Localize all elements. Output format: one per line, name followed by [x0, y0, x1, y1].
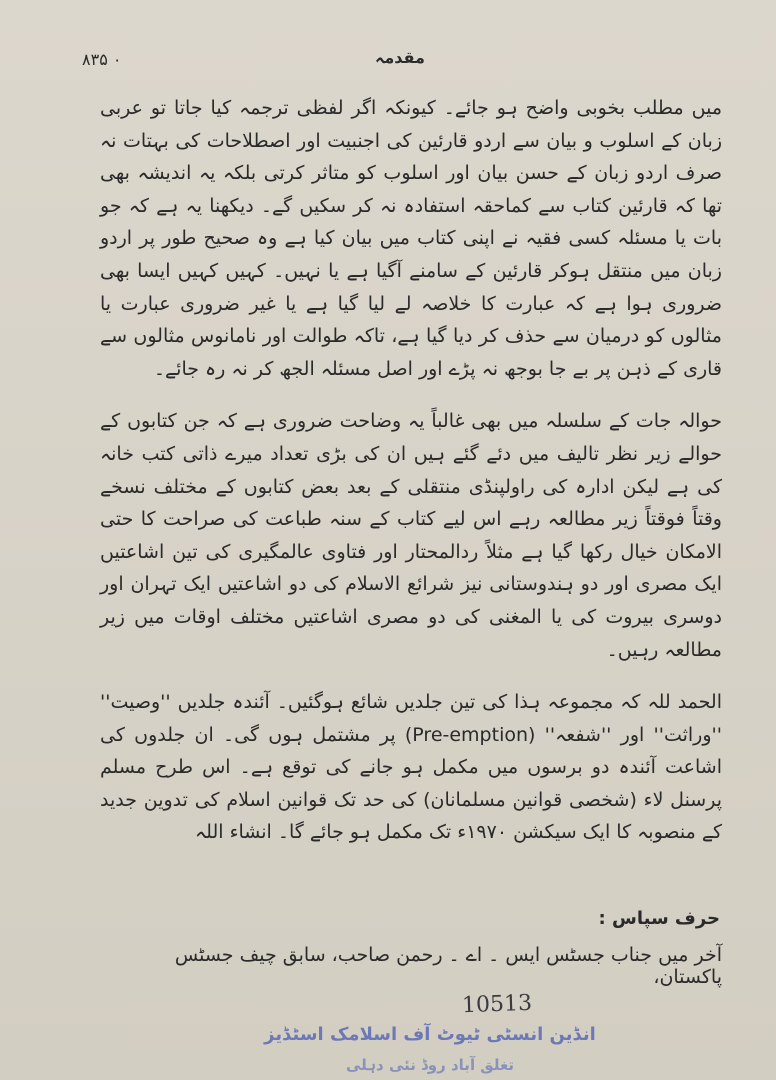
paragraph: حوالہ جات کے سلسلہ میں بھی غالباً یہ وضاحت ضروری ہے کہ جن کتابوں کے حوالے زیر نظر تالیف میں دئے گئے ہیں ان کی بڑی تعداد میرے ذاتی کتب خانہ کی ہے لیکن ادارہ کی راولپنڈی منتقلی کے بعد بعض کتابوں کے مختلف نسخے وقتاً فوقتاً زیر مطالعہ رہے اس لیے کتاب کے سنہ طباعت کی صراحت کا حتی الامکان خیال رکھا گیا ہے مثلاً ردالمحتار اور فتاوی عالمگیری کی تین اشاعتیں ایک مصری اور دو ہندوستانی نیز شرائع الاسلام کی دو اشاعتیں ایک تہران اور دوسری بیروت کی یا المغنی کی دو مصری اشاعتیں مختلف اوقات میں زیر مطالعہ رہیں۔ [100, 410, 722, 661]
paragraph: الحمد للہ کہ مجموعہ ہذا کی تین جلدیں شائع ہوگئیں۔ آئندہ جلدیں ''وصیت'' ''وراثت'' اور ''شفعہ'' (Pre-emption) پر مشتمل ہوں گی۔ ان جلدوں کی اشاعت آئندہ دو برسوں میں مکمل ہو جانے کی توقع ہے۔ اس طرح مسلم پرسنل لاء (شخصی قوانین مسلمانان) کی حد تک قوانین اسلام کی تدوین جدید کے منصوبہ کا ایک سیکشن ۱۹۷۰ء تک مکمل ہو جائے گا۔ انشاء اللہ [100, 691, 722, 844]
library-stamp [240, 1020, 620, 1080]
page-header-title: مقدمہ [375, 48, 425, 67]
paragraph: میں مطلب بخوبی واضح ہو جائے۔ کیونکہ اگر لفظی ترجمہ کیا جاتا تو عربی زبان کے اسلوب و بیان سے اردو قارئین کی اجنبیت اور اصطلاحات کی بہتات نہ صرف اردو زبان کے حسن بیان اور اسلوب کو متاثر کرتی بلکہ یہ اندیشہ بھی تھا کہ قارئین کتاب سے کماحقہ استفادہ نہ کر سکیں گے۔ دیکھنا یہ ہے کہ جو بات یا مسئلہ کسی فقیہ نے اپنی کتاب میں بیان کیا ہے وہ صحیح طور پر اردو زبان میں منتقل ہوکر قارئین کے سامنے آگیا ہے یا نہیں۔ کہیں کہیں ایسا بھی ضروری ہوا ہے کہ عبارت کا خلاصہ لے لیا گیا ہے یا غیر ضروری عبارت یا مثالوں کو درمیان سے حذف کر دیا گیا ہے، تاکہ طوالت اور نامانوس مثالوں سے قاری کے ذہن پر بے جا بوجھ نہ پڑے اور اصل مسئلہ الجھ کر نہ رہ جائے۔ [100, 97, 722, 380]
stamp-line: انڈین انسٹی ٹیوٹ آف اسلامک اسٹڈیز [264, 1024, 596, 1045]
handwritten-accession-number: 10513 [461, 990, 533, 1019]
page-number: ۸۳۵ ٠ [82, 50, 122, 69]
closing-line: آخر میں جناب جسٹس ایس ۔ اے ۔ رحمن صاحب، سابق چیف جسٹس پاکستان، [174, 944, 722, 988]
stamp-line: تغلق آباد روڈ نئی دہلی [345, 1056, 515, 1074]
body-text [100, 92, 722, 849]
section-heading: حرف سپاس : [598, 908, 720, 929]
